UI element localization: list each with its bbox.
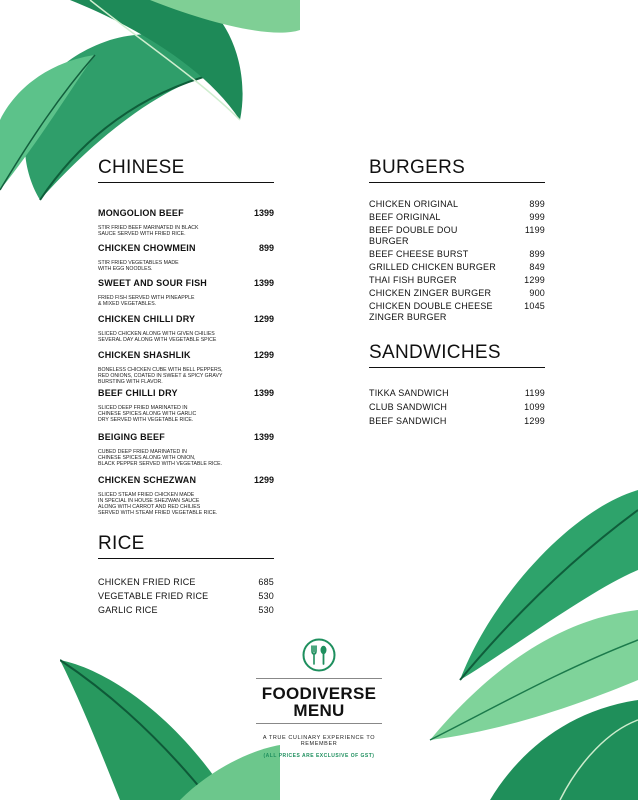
item-price: 1299 bbox=[253, 314, 274, 324]
menu-item bbox=[98, 243, 274, 272]
gst-note: (ALL PRICES ARE EXCLUSIVE OF GST) bbox=[263, 753, 375, 759]
chinese-section bbox=[98, 157, 274, 516]
item-description: FRIED FISH SERVED WITH PINEAPPLE & MIXED VEGETABLES. bbox=[98, 295, 195, 307]
menu-item bbox=[369, 275, 545, 286]
item-row bbox=[98, 432, 274, 442]
menu-item bbox=[98, 388, 274, 423]
item-name: GARLIC RICE bbox=[98, 605, 158, 615]
item-name: CHICKEN DOUBLE CHEESE ZINGER BURGER bbox=[369, 301, 493, 322]
item-name: CHICKEN ORIGINAL bbox=[369, 199, 459, 209]
item-price: 999 bbox=[529, 212, 545, 222]
menu-item bbox=[98, 475, 274, 516]
item-price: 1299 bbox=[253, 475, 274, 485]
menu-item bbox=[369, 301, 545, 323]
fork-spoon-icon bbox=[302, 638, 336, 672]
item-name: CHICKEN FRIED RICE bbox=[98, 577, 196, 587]
item-description: SLICED DEEP FRIED MARINATED IN CHINESE SPICES ALONG WITH GARLIC DRY SERVED WITH VEGETABLE RICE. bbox=[98, 405, 197, 423]
item-name: CHICKEN SHASHLIK bbox=[98, 350, 191, 360]
burgers-list bbox=[369, 199, 545, 323]
menu-item bbox=[98, 350, 274, 385]
item-price: 899 bbox=[529, 199, 545, 209]
menu-item bbox=[369, 249, 545, 260]
sandwiches-section bbox=[369, 342, 545, 430]
item-price: 1299 bbox=[253, 350, 274, 360]
item-row bbox=[98, 314, 274, 324]
leaf-bottom-right-decoration bbox=[400, 480, 638, 800]
item-price: 1399 bbox=[253, 278, 274, 288]
item-price: 685 bbox=[258, 577, 274, 587]
rice-list bbox=[98, 577, 274, 616]
item-description: CUBED DEEP FRIED MARINATED IN CHINESE SPICES ALONG WITH ONION, BLACK PEPPER SERVED WITH VEGETABLE RICE. bbox=[98, 449, 223, 467]
chinese-title: CHINESE bbox=[98, 157, 274, 183]
menu-item bbox=[369, 388, 545, 399]
item-price: 530 bbox=[258, 591, 274, 601]
item-name: BEEF CHILLI DRY bbox=[98, 388, 178, 398]
item-name: CLUB SANDWICH bbox=[369, 402, 448, 412]
burgers-title: BURGERS bbox=[369, 157, 545, 183]
menu-item bbox=[98, 314, 274, 343]
item-row bbox=[98, 475, 274, 485]
item-price: 899 bbox=[529, 249, 545, 259]
item-price: 849 bbox=[529, 262, 545, 272]
item-row bbox=[98, 350, 274, 360]
item-price: 530 bbox=[258, 605, 274, 615]
item-description: SLICED STEAM FRIED CHICKEN MADE IN SPECIAL IN HOUSE SHEZWAN SAUCE ALONG WITH CARROT AND RED CHILIES SERVED WITH STEAM FRIED VEGETABLE RICE. bbox=[98, 492, 218, 516]
chinese-list bbox=[98, 208, 274, 516]
menu-item bbox=[369, 402, 545, 413]
item-name: BEEF SANDWICH bbox=[369, 416, 447, 426]
item-description: STIR FRIED VEGETABLES MADE WITH EGG NOODLES. bbox=[98, 260, 179, 272]
item-price: 900 bbox=[529, 288, 545, 298]
sandwiches-title: SANDWICHES bbox=[369, 342, 545, 368]
item-description: BONELESS CHICKEN CUBE WITH BELL PEPPERS, RED ONIONS, COATED IN SWEET & SPICY GRAVY BURSTING WITH FLAVOR. bbox=[98, 367, 223, 385]
item-description: STIR FRIED BEEF MARINATED IN BLACK SAUCE SERVED WITH FRIED RICE. bbox=[98, 225, 199, 237]
menu-item bbox=[98, 591, 274, 602]
item-price: 1399 bbox=[253, 388, 274, 398]
item-row bbox=[98, 388, 274, 398]
item-name: GRILLED CHICKEN BURGER bbox=[369, 262, 496, 272]
item-price: 1399 bbox=[253, 432, 274, 442]
item-name: BEIGING BEEF bbox=[98, 432, 165, 442]
item-price: 1399 bbox=[253, 208, 274, 218]
menu-item bbox=[369, 262, 545, 273]
burgers-section bbox=[369, 157, 545, 325]
item-price: 1199 bbox=[524, 388, 545, 398]
item-name: VEGETABLE FRIED RICE bbox=[98, 591, 209, 601]
item-name: TIKKA SANDWICH bbox=[369, 388, 449, 398]
item-name: CHICKEN CHOWMEIN bbox=[98, 243, 196, 253]
item-name: THAI FISH BURGER bbox=[369, 275, 457, 285]
item-name: BEEF DOUBLE DOU BURGER bbox=[369, 225, 458, 246]
item-price: 1299 bbox=[524, 416, 545, 426]
item-name: BEEF ORIGINAL bbox=[369, 212, 441, 222]
item-name: CHICKEN SCHEZWAN bbox=[98, 475, 197, 485]
item-price: 899 bbox=[258, 243, 274, 253]
menu-item bbox=[369, 212, 545, 223]
menu-item bbox=[98, 208, 274, 237]
item-name: SWEET AND SOUR FISH bbox=[98, 278, 207, 288]
logo-tagline: A TRUE CULINARY EXPERIENCE TO REMEMBER bbox=[262, 735, 376, 747]
item-price: 1045 bbox=[524, 301, 545, 311]
logo-title-line2: MENU bbox=[293, 701, 345, 720]
rice-title: RICE bbox=[98, 533, 274, 559]
item-name: MONGOLION BEEF bbox=[98, 208, 184, 218]
menu-item bbox=[98, 577, 274, 588]
menu-item bbox=[369, 199, 545, 210]
menu-item bbox=[98, 278, 274, 307]
item-name: CHICKEN ZINGER BURGER bbox=[369, 288, 492, 298]
item-row bbox=[98, 243, 274, 253]
sandwiches-list bbox=[369, 388, 545, 427]
rice-section bbox=[98, 533, 274, 619]
item-price: 1099 bbox=[524, 402, 545, 412]
menu-item bbox=[98, 432, 274, 467]
menu-item bbox=[98, 605, 274, 616]
item-price: 1199 bbox=[524, 225, 545, 235]
item-row bbox=[98, 278, 274, 288]
menu-item bbox=[369, 225, 545, 247]
logo-title-line1: FOODIVERSE bbox=[261, 684, 377, 703]
menu-item bbox=[369, 288, 545, 299]
menu-item bbox=[369, 416, 545, 427]
item-name: BEEF CHEESE BURST bbox=[369, 249, 469, 259]
leaf-bottom-left-decoration bbox=[60, 650, 280, 800]
item-name: CHICKEN CHILLI DRY bbox=[98, 314, 196, 324]
item-row bbox=[98, 208, 274, 218]
item-price: 1299 bbox=[524, 275, 545, 285]
item-description: SLICED CHICKEN ALONG WITH GIVEN CHILIES SEVERAL DAY ALONG WITH VEGETABLE SPICE bbox=[98, 331, 217, 343]
brand-logo bbox=[248, 638, 390, 759]
